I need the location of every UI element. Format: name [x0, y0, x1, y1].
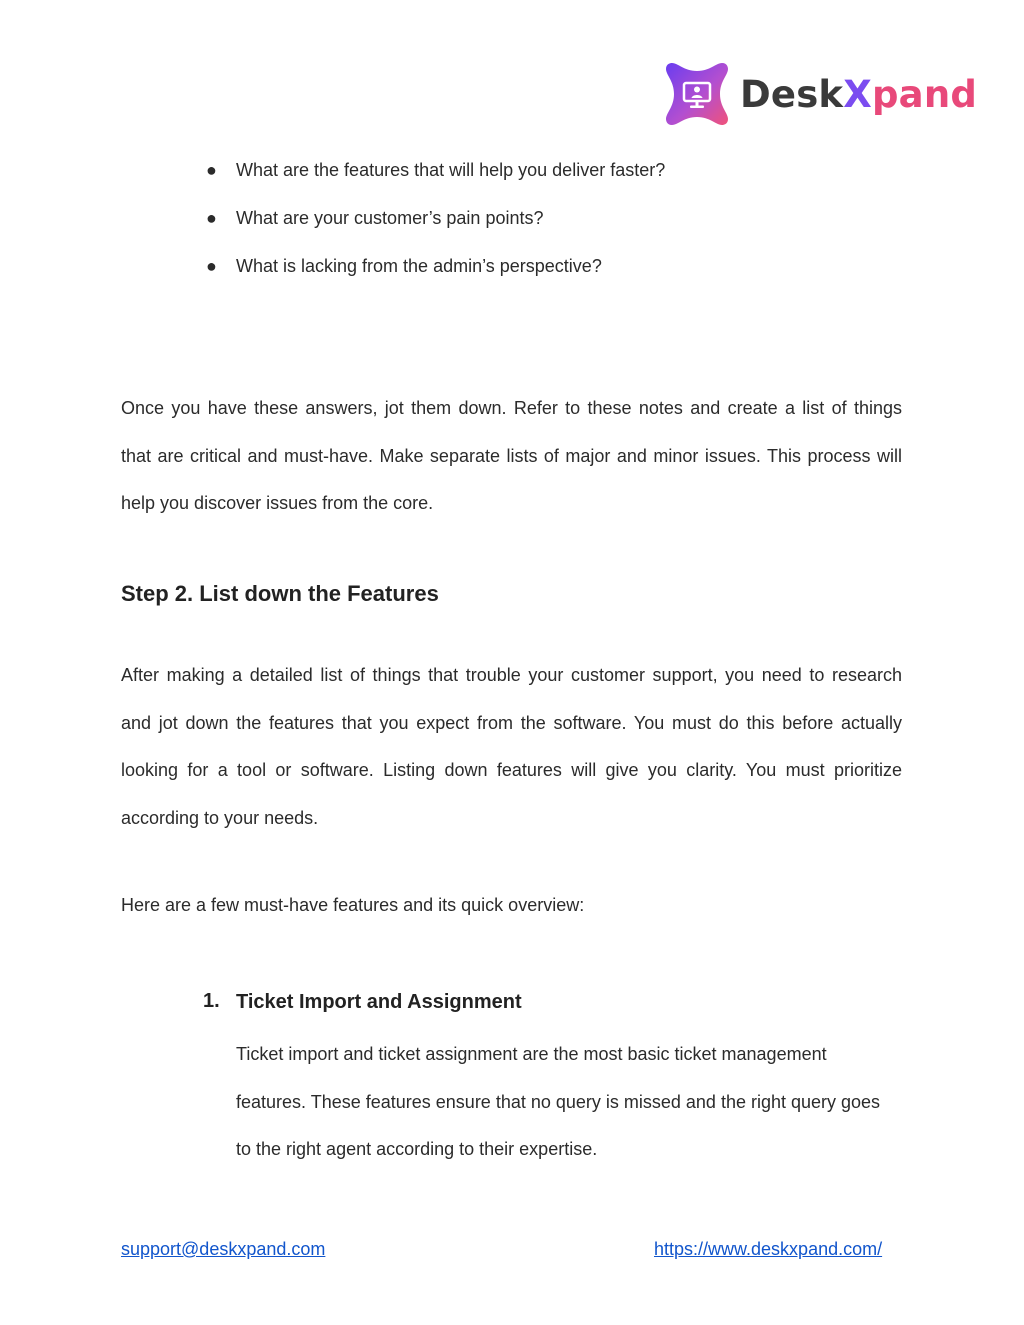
- paragraph-line: Once you have these answers, jot them down. Refer to these notes and create a list of things: [121, 398, 902, 418]
- paragraph-line: looking for a tool or software. Listing down features will give you clarity. You must prioritize: [121, 760, 902, 781]
- list-item: What is lacking from the admin’s perspective?: [236, 256, 602, 276]
- monitor-user-icon: [664, 61, 730, 127]
- website-link[interactable]: https://www.deskxpand.com/: [654, 1239, 883, 1259]
- paragraph-line: Ticket import and ticket assignment are the most basic ticket management: [236, 1044, 827, 1064]
- support-email-link[interactable]: support@deskxpand.com: [121, 1239, 326, 1259]
- brand-wordmark: [740, 72, 978, 116]
- feature-number: 1.: [203, 990, 220, 1012]
- paragraph-intro: Here are a few must-have features and its quick overview:: [121, 895, 585, 915]
- brand-logo: [664, 60, 977, 128]
- list-item: What are your customer’s pain points?: [236, 208, 544, 228]
- brand-wordmark-pand: pand: [871, 72, 978, 116]
- paragraph-line: to the right agent according to their expertise.: [236, 1139, 598, 1160]
- bullet-icon: ●: [206, 208, 217, 228]
- bullet-icon: ●: [206, 160, 217, 180]
- list-item: What are the features that will help you deliver faster?: [236, 160, 666, 180]
- paragraph-line: and jot down the features that you expect from the software. You must do this before actually: [121, 712, 902, 733]
- feature-description: [236, 1031, 902, 1174]
- feature-title: Ticket Import and Assignment: [236, 991, 522, 1013]
- brand-wordmark-desk: Desk: [740, 72, 844, 116]
- paragraph-line: according to your needs.: [121, 807, 319, 828]
- paragraph-line: help you discover issues from the core.: [121, 493, 434, 514]
- paragraph-features: [121, 652, 902, 842]
- brand-wordmark-x: X: [843, 72, 872, 116]
- section-heading: Step 2. List down the Features: [121, 581, 439, 606]
- bullet-icon: ●: [206, 256, 217, 276]
- paragraph-line: that are critical and must-have. Make separate lists of major and minor issues. This process will: [121, 445, 902, 466]
- paragraph-line: After making a detailed list of things that trouble your customer support, you need to research: [121, 665, 902, 685]
- paragraph-line: features. These features ensure that no query is missed and the right query goes: [236, 1091, 881, 1112]
- paragraph-answers: [121, 385, 902, 528]
